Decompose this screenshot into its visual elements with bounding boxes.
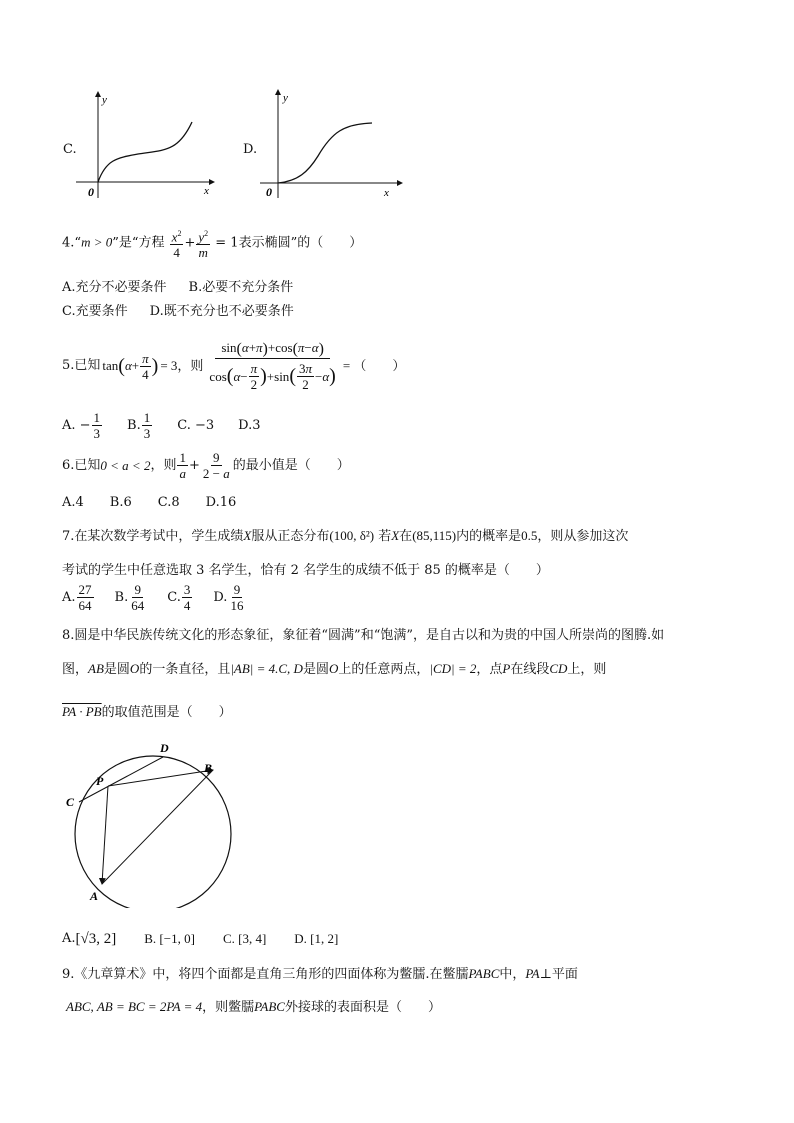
label-c: C	[66, 795, 75, 809]
frac-pi-4: $\frac{\pi}{4}$	[142, 350, 149, 382]
q4-prefix: 4.“	[62, 235, 82, 251]
q8-option-c: C. [3, 4]	[222, 931, 267, 946]
label-a: A	[90, 889, 99, 903]
option-c-label: C.	[63, 142, 77, 157]
q7-option-d: D.	[213, 589, 228, 605]
q8-option-a-value: [√3, 2]	[75, 931, 117, 947]
question-9-line1	[62, 965, 578, 984]
label-d: D	[160, 741, 169, 755]
denominator: 3	[143, 426, 151, 441]
q8-abs-ab: |AB| = 4.C, D	[230, 661, 303, 676]
q8-text-h: 上，则	[567, 662, 607, 677]
q9-text-b: 中，	[499, 967, 526, 982]
graph-c	[72, 88, 222, 206]
x-axis-label: x	[204, 185, 209, 197]
curve-c	[98, 122, 192, 182]
q8-abs-cd: |CD| = 2	[429, 661, 477, 676]
q7-text-c: 若	[378, 529, 392, 544]
q6-prefix: 6.已知	[62, 457, 101, 473]
var-pabc: PABC	[254, 999, 285, 1014]
q8-options	[62, 930, 338, 948]
option-d-label: D.	[243, 142, 258, 157]
q8-text-g: 在线段	[510, 662, 550, 677]
q8-tail: 的取值范围是（ ）	[101, 705, 232, 720]
q5-option-d: D.3	[238, 417, 261, 433]
q5-prefix: 5.已知	[62, 358, 101, 373]
frac-x2-4: $\frac{x^2}{4}$	[170, 226, 184, 260]
var-AB: AB	[88, 661, 104, 676]
q6-mid: ，则	[150, 457, 177, 473]
q5-option-a: A. −	[62, 417, 91, 433]
q8-text-d: 是圆	[302, 662, 329, 677]
q7-text-f: ，则从参加这次	[537, 529, 629, 544]
q6-condition: 0 < a < 2	[100, 457, 151, 473]
var-X: X	[243, 528, 252, 543]
q8-dot-product: PA · PB	[62, 704, 102, 719]
q7-interval: (85,115)	[412, 528, 457, 543]
q4-option-d: D.既不充分也不必要条件	[149, 304, 294, 319]
question-6: 6.已知 0 < a < 2 ，则 $\frac{1}{a}$ + $\frac{9}{2 - a}$ 的最小值是（ ）	[62, 450, 350, 481]
label-p: P	[96, 774, 104, 788]
q5-options	[62, 410, 261, 441]
numerator: 9	[233, 582, 241, 597]
question-8-line1: 8.圆是中华民族传统文化的形态象征，象征着“圆满”和“饱满”，是自古以和为贵的中国人所崇尚的图腾.如	[62, 628, 665, 643]
var-pa: PA	[525, 966, 540, 981]
denominator: 4	[173, 245, 180, 261]
q4-options-row1	[62, 279, 315, 297]
label-b: B	[204, 761, 213, 775]
q8-option-a: A.	[62, 931, 76, 946]
q8-text-f: ，点	[476, 662, 503, 677]
q9-text-a: 9.《九章算术》中，将四个面都是直角三角形的四面体称为鳖臑.在鳖臑	[62, 967, 469, 982]
q8-text-b: 是圆	[103, 662, 130, 677]
var-O: O	[328, 661, 339, 676]
q4-options-row2	[62, 303, 316, 321]
origin-label: 0	[88, 185, 94, 199]
vector-pa	[102, 786, 108, 884]
q7-text-b: 服从正态分布	[251, 529, 330, 544]
q7-distribution: (100, δ²)	[329, 528, 375, 543]
question-7-line2: 考试的学生中任意选取 3 名学生，恰有 2 名学生的成绩不低于 85 的概率是（ ）	[62, 563, 549, 578]
q8-option-b: B. [−1, 0]	[144, 931, 195, 946]
q8-text-e: 上的任意两点，	[338, 662, 430, 677]
q7-options	[62, 582, 246, 613]
q4-tail: = 1表示椭圆”的（ ）	[215, 235, 363, 251]
frac-y2-m: $\frac{y^2}{m}$	[196, 226, 210, 260]
var-y: y	[198, 229, 205, 245]
q5-denominator: cos ( α − $\frac{\pi}{2}$ ) + sin ( $\frac{3\pi}{2}$ − α )	[209, 361, 336, 393]
q7-text-d: 在	[399, 529, 413, 544]
q4-option-a: A.充分不必要条件	[62, 280, 167, 295]
q5-mid: = 3，则	[160, 358, 204, 373]
q5-numerator: sin(α+π)+cos(π−α)	[215, 340, 330, 360]
question-5: 5.已知 tan ( α + $\frac{\pi}{4}$ ) = 3，则 sin(α+π)+cos(π−α) cos ( α − $\frac{\pi}{2}$ ) + sin ( $\frac{3\pi}{2}$ − α ) = （ ）	[62, 339, 406, 393]
numerator: 1	[143, 410, 151, 425]
denominator: 64	[131, 598, 145, 613]
var-P: P	[502, 661, 511, 676]
q7-option-b: B.	[114, 589, 129, 605]
q9-tail: 外接球的表面积是（ ）	[284, 1000, 441, 1015]
denominator: 3	[93, 426, 101, 441]
q6-tail: 的最小值是（ ）	[232, 457, 350, 473]
var-pabc: PABC	[468, 966, 500, 981]
denominator: 16	[230, 598, 244, 613]
y-axis-label: y	[102, 94, 107, 106]
q7-text-a: 7.在某次数学考试中，学生成绩	[62, 529, 244, 544]
q4-option-c: C.充要条件	[62, 304, 128, 319]
denominator: m	[198, 245, 208, 261]
question-4: 4.“m > 0”是“方程 $\frac{x^2}{4}$ + $\frac{y^2}{m}$ = 1表示椭圆”的（ ）	[62, 226, 362, 260]
q7-prob: 0.5	[521, 528, 538, 543]
question-9-line2	[66, 998, 441, 1017]
numerator: 1	[93, 410, 101, 425]
question-8-line2	[62, 660, 606, 679]
graph-d	[256, 86, 406, 204]
q5-option-c: C. −3	[177, 417, 215, 433]
var-CD: CD	[549, 661, 568, 676]
q7-option-a: A.	[62, 589, 76, 605]
q7-option-c: C.	[167, 589, 181, 605]
q8-option-d: D. [1, 2]	[294, 931, 339, 946]
x-axis-label: x	[384, 187, 389, 199]
denominator: 64	[78, 598, 92, 613]
circle-figure	[62, 738, 242, 908]
q9-given: ABC, AB = BC = 2PA = 4	[66, 999, 203, 1014]
q5-tail: = （ ）	[342, 358, 406, 373]
q6-options: A.4 B.6 C.8 D.16	[62, 495, 237, 510]
q8-text-a: 图，	[62, 662, 89, 677]
tan: tan	[102, 358, 119, 373]
q4-option-b: B.必要不充分条件	[188, 280, 294, 295]
q9-text-c: ⊥平面	[539, 967, 578, 982]
q4-text: ”是“方程	[112, 235, 165, 251]
q5-big-fraction	[207, 340, 337, 393]
var-x: x	[171, 229, 178, 245]
question-8-line3	[62, 703, 232, 722]
numerator: 9	[134, 582, 141, 597]
diameter-ab	[102, 770, 213, 884]
var-O: O	[129, 661, 140, 676]
curve-d	[278, 123, 372, 183]
numerator: 27	[78, 582, 92, 597]
numerator: 3	[183, 582, 191, 597]
q9-text-b2: ，则鳖臑	[202, 1000, 255, 1015]
q7-text-e: 内的概率是	[456, 529, 522, 544]
q5-option-b: B.	[127, 417, 141, 433]
q4-condition: m > 0	[81, 234, 113, 250]
var-X: X	[391, 528, 400, 543]
q8-text-c: 的一条直径，且	[139, 662, 231, 677]
origin-label: 0	[266, 185, 272, 199]
denominator: 4	[183, 598, 191, 613]
y-axis-label: y	[283, 92, 288, 104]
question-7-line1	[62, 527, 628, 546]
